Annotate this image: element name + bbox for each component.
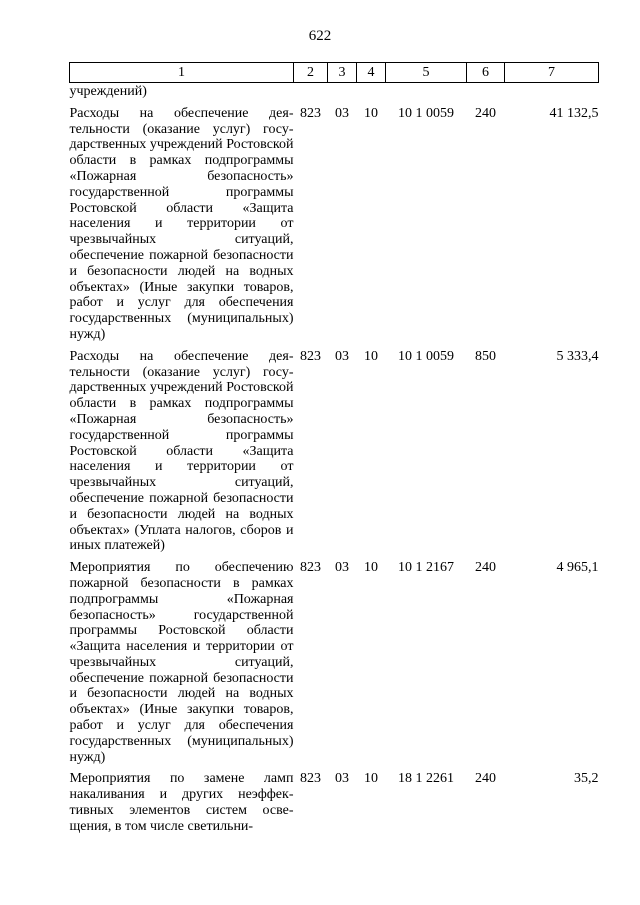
row-ministry: 823 bbox=[300, 105, 321, 121]
budget-table bbox=[69, 62, 599, 835]
header-col-1: 1 bbox=[70, 63, 294, 83]
row-description: Мероприятия по обеспечению пожарной безопасности в рамках подпрограммы «Пожарная безопасность» государственной программы Ростовской области «Защита населения и территории от чрезвычайных ситуаций, обеспечение пожарной безопасности и безопасности людей на водных объектах» (Иные закупки товаров, работ и услуг для обеспечения государственных (муниципальных) нужд) bbox=[69, 560, 294, 765]
header-col-5: 5 bbox=[386, 63, 467, 83]
continuation-row bbox=[70, 83, 599, 100]
row-section: 03 bbox=[335, 771, 349, 787]
table-row bbox=[70, 100, 599, 343]
table-row bbox=[70, 554, 599, 765]
header-col-7: 7 bbox=[505, 63, 599, 83]
row-amount: 35,2 bbox=[574, 771, 599, 787]
row-amount: 5 333,4 bbox=[556, 348, 599, 364]
header-col-4: 4 bbox=[357, 63, 386, 83]
row-ministry: 823 bbox=[300, 560, 321, 576]
row-expense-type: 850 bbox=[475, 348, 496, 364]
row-target-article: 18 1 2261 bbox=[398, 771, 454, 787]
row-target-article: 10 1 0059 bbox=[398, 105, 454, 121]
row-subsection: 10 bbox=[364, 105, 378, 121]
header-row bbox=[70, 63, 599, 83]
row-description: Мероприятия по замене ламп накаливания и других неэффективных элементов систем освещения, в том числе светильни- bbox=[69, 771, 294, 834]
row-section: 03 bbox=[335, 105, 349, 121]
row-subsection: 10 bbox=[364, 771, 378, 787]
table-row bbox=[70, 343, 599, 554]
continuation-text: учреждений) bbox=[69, 84, 147, 99]
header-col-2: 2 bbox=[294, 63, 328, 83]
row-amount: 4 965,1 bbox=[556, 560, 599, 576]
row-section: 03 bbox=[335, 348, 349, 364]
row-expense-type: 240 bbox=[475, 560, 496, 576]
row-ministry: 823 bbox=[300, 771, 321, 787]
row-subsection: 10 bbox=[364, 560, 378, 576]
row-description: Расходы на обеспечение деятельности (оказание услуг) государственных учреждений Ростовской области в рамках подпрограммы «Пожарная безопасность» государственной программы Ростовской области «Защита населения и территории от чрезвычайных ситуаций, обеспечение пожарной безопасности и безопасности людей на водных объектах» (Иные закупки товаров, работ и услуг для обеспечения государственных (муниципальных) нужд) bbox=[69, 105, 294, 342]
row-target-article: 10 1 2167 bbox=[398, 560, 454, 576]
page-number: 622 bbox=[308, 28, 332, 44]
row-expense-type: 240 bbox=[475, 105, 496, 121]
row-amount: 41 132,5 bbox=[549, 105, 599, 121]
row-target-article: 10 1 0059 bbox=[398, 348, 454, 364]
row-ministry: 823 bbox=[300, 348, 321, 364]
row-section: 03 bbox=[335, 560, 349, 576]
row-expense-type: 240 bbox=[475, 771, 496, 787]
row-subsection: 10 bbox=[364, 348, 378, 364]
header-col-6: 6 bbox=[467, 63, 505, 83]
row-description: Расходы на обеспечение деятельности (оказание услуг) государственных учреждений Ростовской области в рамках подпрограммы «Пожарная безопасность» государственной программы Ростовской области «Защита населения и территории от чрезвычайных ситуаций, обеспечение пожарной безопасности и безопасности людей на водных объектах» (Уплата налогов, сборов и иных платежей) bbox=[69, 348, 294, 554]
table-row bbox=[70, 765, 599, 834]
header-col-3: 3 bbox=[328, 63, 357, 83]
